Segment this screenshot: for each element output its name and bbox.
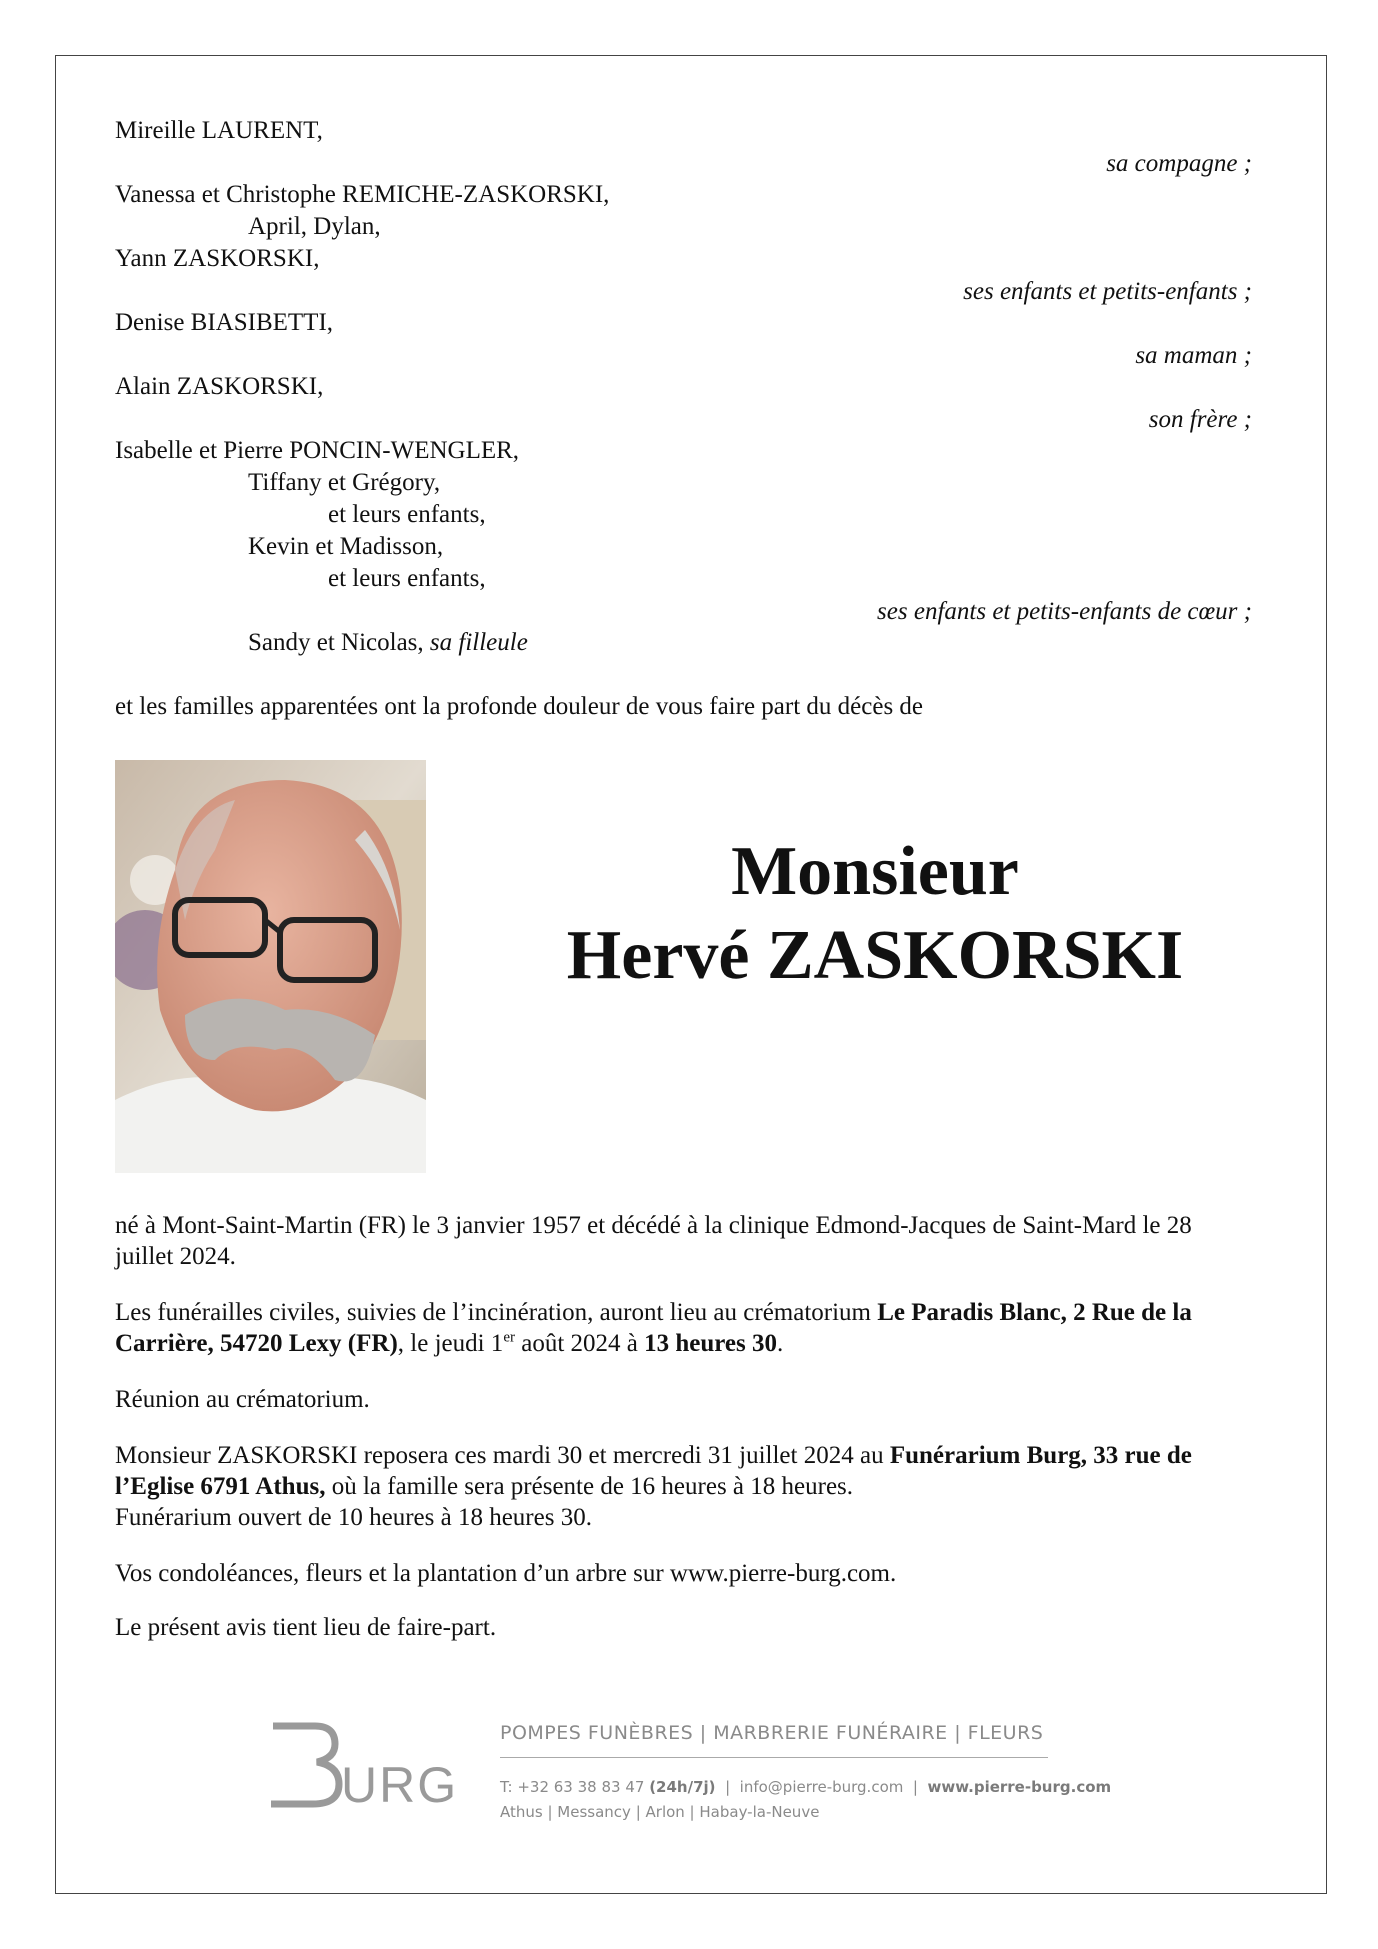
footer-locations: Athus | Messancy | Arlon | Habay-la-Neuve	[500, 1803, 820, 1821]
relation-label: son frère ;	[1148, 406, 1252, 433]
funerarium-address: Funérarium Burg, 33 rue de l’Eglise 6791 Athus,	[115, 1442, 1192, 1500]
family-line: April, Dylan,	[248, 213, 381, 240]
family-line: Alain ZASKORSKI,	[115, 373, 324, 400]
burg-logo	[265, 1720, 455, 1810]
footer-contact: T: +32 63 38 83 47 (24h/7j) | info@pierre-burg.com | www.pierre-burg.com	[500, 1778, 1112, 1796]
announcement-text: et les familles apparentées ont la profonde douleur de vous faire part du décès de	[115, 693, 924, 720]
family-line: Isabelle et Pierre PONCIN-WENGLER,	[115, 437, 520, 464]
birth-death-paragraph: né à Mont-Saint-Martin (FR) le 3 janvier 1957 et décédé à la clinique Edmond-Jacques de Saint-Mard le 28 juillet 2024.	[115, 1212, 1192, 1270]
relation-label: ses enfants et petits-enfants de cœur ;	[877, 598, 1252, 625]
family-line: Tiffany et Grégory,	[248, 469, 441, 496]
family-line: et leurs enfants,	[328, 565, 486, 592]
condolences-paragraph: Vos condoléances, fleurs et la plantation d’un arbre sur www.pierre-burg.com.	[115, 1560, 897, 1587]
footer-website[interactable]: www.pierre-burg.com	[927, 1778, 1112, 1796]
deceased-honorific: Monsieur	[731, 833, 1019, 910]
relation-label: sa maman ;	[1135, 342, 1252, 369]
deceased-name: Hervé ZASKORSKI	[566, 917, 1184, 994]
visitation-paragraph: Monsieur ZASKORSKI reposera ces mardi 30 et mercredi 31 juillet 2024 au Funérarium Burg, 33 rue de l’Eglise 6791 Athus, où la famille sera présente de 16 heures à 18 heures. Funérarium ouvert de 10 heures à 18 heures 30.	[115, 1442, 1192, 1531]
funeral-paragraph: Les funérailles civiles, suivies de l’incinération, auront lieu au crématorium Le Paradis Blanc, 2 Rue de la Carrière, 54720 Lexy (FR), le jeudi 1er août 2024 à 13 heures 30.	[115, 1299, 1192, 1357]
family-line: Vanessa et Christophe REMICHE-ZASKORSKI,	[115, 181, 610, 208]
notice-paragraph: Le présent avis tient lieu de faire-part.	[115, 1614, 497, 1641]
family-line: Denise BIASIBETTI,	[115, 309, 334, 336]
footer-services: POMPES FUNÈBRES | MARBRERIE FUNÉRAIRE | FLEURS	[500, 1722, 1044, 1744]
reunion-paragraph: Réunion au crématorium.	[115, 1386, 370, 1413]
footer-phone: T: +32 63 38 83 47	[500, 1778, 645, 1796]
relation-label: sa compagne ;	[1106, 150, 1252, 177]
crematorium-address: Le Paradis Blanc, 2 Rue de la Carrière, 54720 Lexy (FR)	[115, 1299, 1192, 1357]
family-line: Yann ZASKORSKI,	[115, 245, 320, 272]
svg-text:URG: URG	[341, 1757, 455, 1810]
portrait-photo	[115, 760, 426, 1173]
family-line: Mireille LAURENT,	[115, 117, 323, 144]
family-line	[248, 628, 528, 658]
family-names: Sandy et Nicolas,	[248, 629, 424, 656]
relation-label: ses enfants et petits-enfants ;	[963, 278, 1252, 305]
footer-email[interactable]: info@pierre-burg.com	[739, 1778, 904, 1796]
family-line: et leurs enfants,	[328, 501, 486, 528]
relation-label: sa filleule	[429, 629, 528, 656]
footer-divider	[500, 1757, 1048, 1758]
funeral-time: 13 heures 30	[644, 1330, 777, 1357]
family-line: Kevin et Madisson,	[248, 533, 444, 560]
